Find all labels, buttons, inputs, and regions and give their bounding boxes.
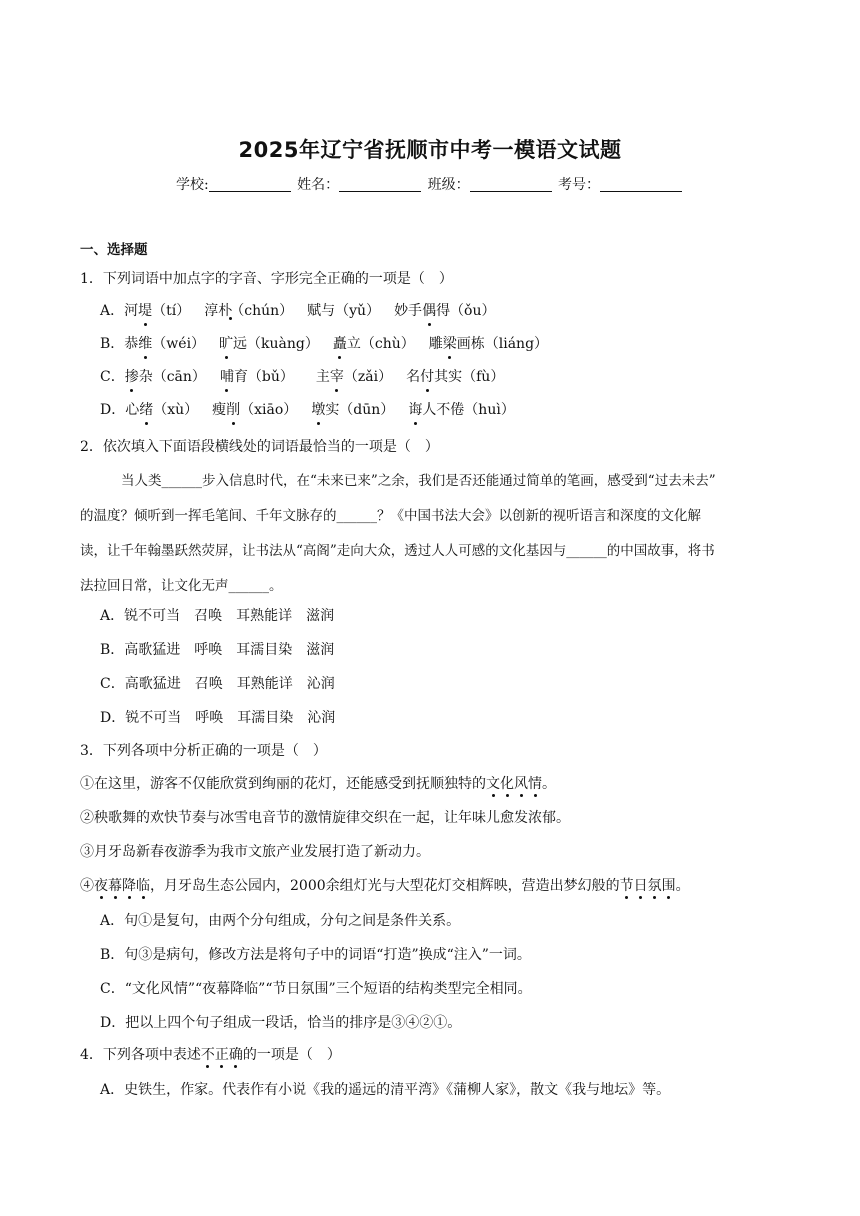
student-info-line <box>0 174 860 194</box>
q1-option-c[interactable]: C．掺杂（cān） 哺育（bǔ） 主宰（zǎi） 名付其实（fù） <box>100 369 505 385</box>
q2-option-c[interactable]: C．高歌猛进 召唤 耳熟能详 沁润 <box>100 676 335 692</box>
q2-passage-line-3: 读，让千年翰墨跃然荧屏，让书法从“高阁”走向大众，透过人人可感的文化基因与______的中国故事，将书 <box>80 543 715 559</box>
emphasized-phrase: 节日氛围 <box>619 878 676 894</box>
q3-sentence-4: ④夜幕降临，月牙岛生态公园内，2000余组灯光与大型花灯交相辉映，营造出梦幻般的节日氛围。 <box>80 878 690 894</box>
q4-option-a[interactable]: A．史铁生，作家。代表作有小说《我的遥远的清平湾》《蒲柳人家》，散文《我与地坛》等。 <box>100 1082 671 1098</box>
q3-option-c[interactable]: C．“文化风情”“夜幕降临”“节日氛围”三个短语的结构类型完全相同。 <box>100 981 532 997</box>
q1-option-b[interactable]: B．恭维（wéi） 旷远（kuàng） 矗立（chù） 雕梁画栋（liáng） <box>100 336 549 352</box>
emphasized-phrase: 文化风情 <box>486 776 542 792</box>
class-label: 班级： <box>427 177 470 193</box>
emphasized-phrase: 不正确 <box>200 1047 243 1063</box>
name-blank[interactable] <box>339 177 421 192</box>
q3-stem: 3．下列各项中分析正确的一项是（ ） <box>80 743 327 759</box>
q3-option-d[interactable]: D．把以上四个句子组成一段话，恰当的排序是③④②①。 <box>100 1015 462 1031</box>
page-title: 2025年辽宁省抚顺市中考一模语文试题 <box>238 138 622 162</box>
name-label: 姓名： <box>297 177 340 193</box>
emphasized-phrase: 夜幕降临 <box>94 878 150 894</box>
q1-stem: 1．下列词语中加点字的字音、字形完全正确的一项是（ ） <box>80 271 453 287</box>
q3-sentence-2: ②秧歌舞的欢快节奏与冰雪电音节的激情旋律交织在一起，让年味儿愈发浓郁。 <box>80 810 570 826</box>
section-heading: 一、选择题 <box>80 242 148 258</box>
q3-option-a[interactable]: A．句①是复句，由两个分句组成，分句之间是条件关系。 <box>100 913 461 929</box>
school-blank[interactable] <box>209 177 291 192</box>
q2-passage-line-1: 当人类______步入信息时代，在“未来已来”之余，我们是否还能通过简单的笔画，感受到“过去未去” <box>121 473 716 489</box>
q2-option-d[interactable]: D．锐不可当 呼唤 耳濡目染 沁润 <box>100 710 336 726</box>
q3-sentence-1: ①在这里，游客不仅能欣赏到绚丽的花灯，还能感受到抚顺独特的文化风情。 <box>80 776 556 792</box>
q1-option-a[interactable]: A．河堤（tí） 淳朴（chún） 赋与（yǔ） 妙手偶得（ǒu） <box>100 303 496 319</box>
q3-option-b[interactable]: B．句③是病句，修改方法是将句子中的词语“打造”换成“注入”一词。 <box>100 947 531 963</box>
q2-passage-line-4: 法拉回日常，让文化无声______。 <box>80 578 283 594</box>
q4-stem: 4．下列各项中表述不正确的一项是（ ） <box>80 1047 341 1063</box>
class-blank[interactable] <box>470 177 552 192</box>
q2-option-a[interactable]: A．锐不可当 召唤 耳熟能详 滋润 <box>100 608 335 624</box>
exam-number-label: 考号： <box>558 177 601 193</box>
q2-stem: 2．依次填入下面语段横线处的词语最恰当的一项是（ ） <box>80 439 439 455</box>
q3-sentence-3: ③月牙岛新春夜游季为我市文旅产业发展打造了新动力。 <box>80 844 430 860</box>
school-label: 学校: <box>175 177 209 193</box>
q2-option-b[interactable]: B．高歌猛进 呼唤 耳濡目染 滋润 <box>100 642 335 658</box>
exam-number-blank[interactable] <box>600 177 682 192</box>
q2-passage-line-2: 的温度？倾听到一挥毛笔间、千年文脉存的______？《中国书法大会》以创新的视听语言和深度的文化解 <box>80 508 701 524</box>
q1-option-d[interactable]: D．心绪（xù） 瘦削（xiāo） 墩实（dūn） 诲人不倦（huì） <box>100 402 515 418</box>
